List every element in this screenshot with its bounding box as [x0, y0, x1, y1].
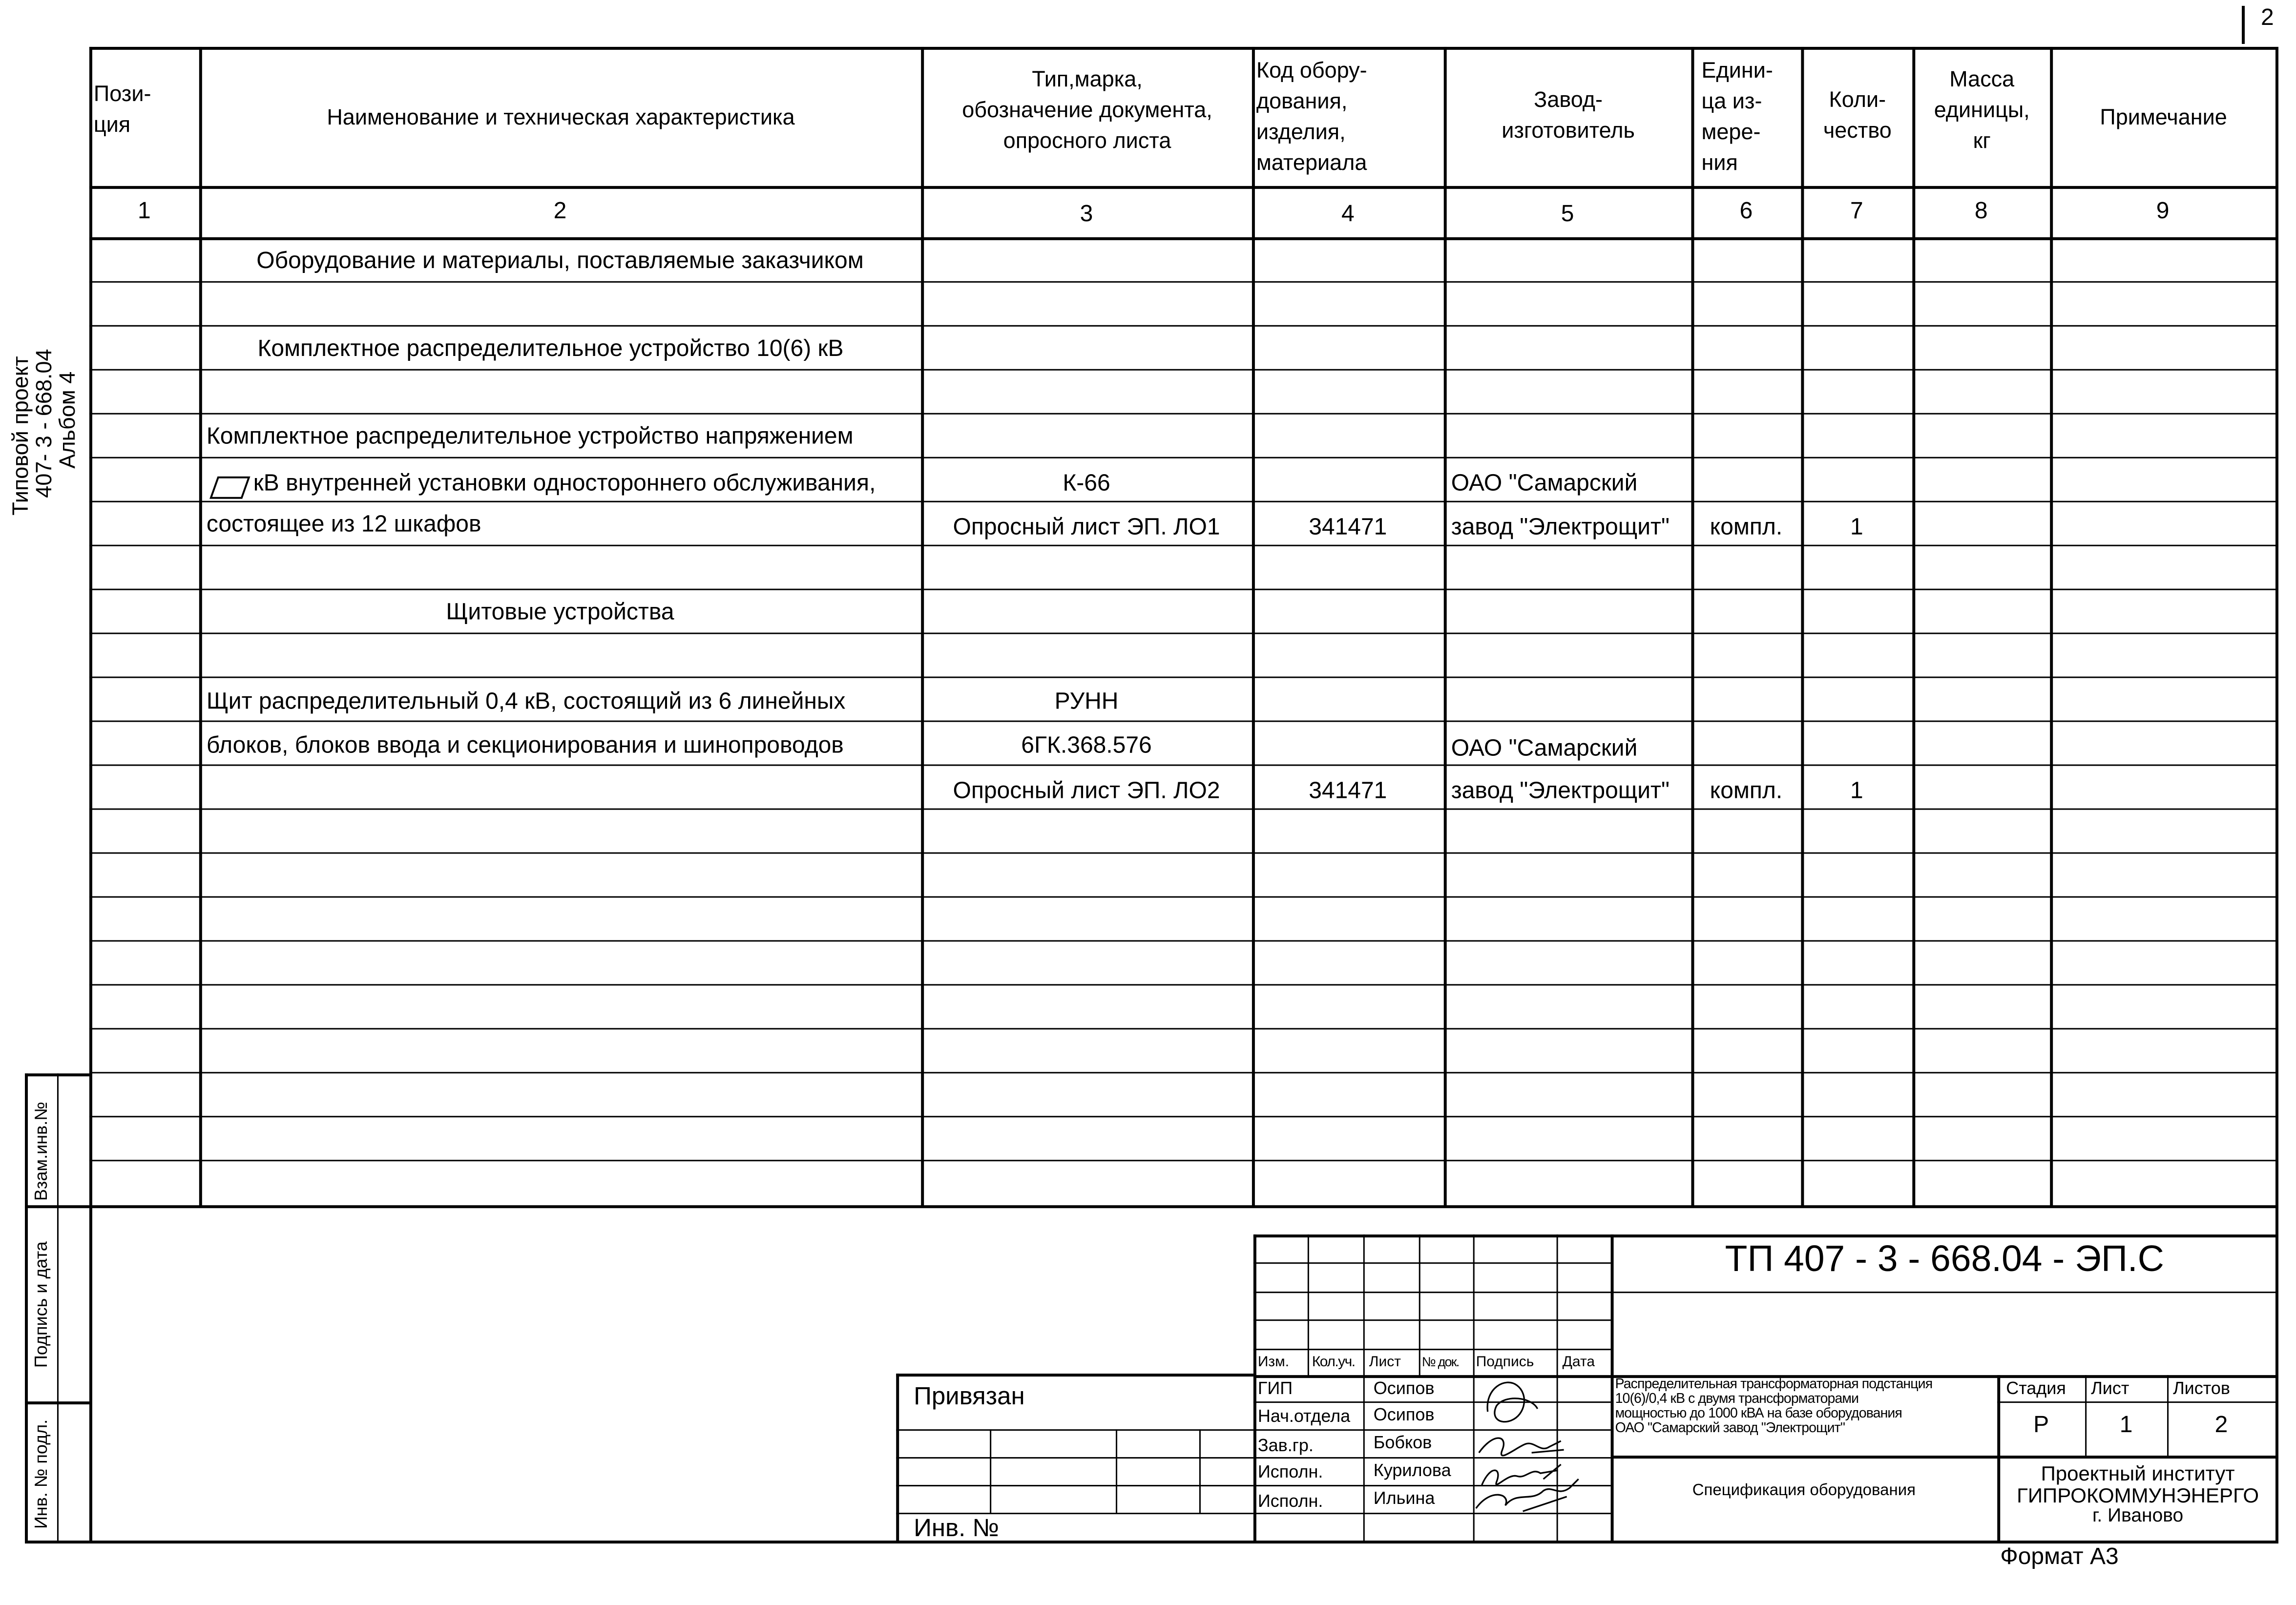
stamp-strip-mid	[57, 1073, 59, 1541]
row-line	[89, 589, 2278, 590]
row-line	[89, 1160, 2278, 1161]
rev-header-list: Лист	[1369, 1355, 1401, 1371]
rev-header-date: Дата	[1562, 1355, 1595, 1371]
stage-value: Р	[2033, 1413, 2049, 1438]
stamp-strip-sep1	[25, 1205, 89, 1208]
header-pos: Пози- ция	[93, 82, 151, 138]
table-cell-maker: завод "Электрощит"	[1451, 515, 1670, 541]
table-cell-qty: 1	[1850, 779, 1863, 804]
colnum-1: 1	[138, 199, 151, 224]
header-note: Примечание	[2100, 105, 2227, 130]
staff-role: ГИП	[1257, 1378, 1293, 1399]
row-line	[89, 413, 2278, 415]
row-line	[89, 1028, 2278, 1029]
row-line	[89, 281, 2278, 283]
frame-top	[89, 47, 2278, 50]
row-line	[89, 984, 2278, 985]
privyazan-col	[990, 1429, 991, 1513]
rev-row-line	[1253, 1319, 1611, 1321]
staff-role: Зав.гр.	[1257, 1435, 1314, 1456]
table-cell-type: 6ГК.368.576	[1021, 733, 1152, 759]
row-line	[89, 940, 2278, 941]
signatures-image	[1473, 1362, 1605, 1516]
privyazan-col	[1199, 1429, 1201, 1513]
designation-bottom-line	[1611, 1292, 2278, 1293]
row-line	[89, 852, 2278, 854]
rev-col-line	[1308, 1234, 1309, 1376]
header-mass: Масса единицы, кг	[1934, 67, 2030, 154]
table-cell-type: Опросный лист ЭП. ЛО2	[953, 779, 1220, 804]
format-label: Формат А3	[2000, 1545, 2119, 1570]
row-line	[89, 545, 2278, 546]
colnum-6: 6	[1739, 199, 1753, 224]
table-cell-unit: компл.	[1710, 515, 1783, 541]
sheet-label: Лист	[2091, 1378, 2129, 1399]
sheets-label: Листов	[2173, 1378, 2231, 1399]
sheets-value: 2	[2214, 1413, 2228, 1438]
table-cell-name: Щит распределительный 0,4 кВ, состоящий из 6 линейных	[206, 689, 846, 715]
row-line	[89, 457, 2278, 459]
header-type: Тип,марка, обозначение документа, опросного листа	[962, 67, 1212, 154]
colnum-5: 5	[1561, 202, 1574, 227]
titleblock-left	[1253, 1234, 1256, 1542]
staff-name: Бобков	[1373, 1432, 1432, 1453]
blank-field-icon	[209, 475, 250, 501]
rev-row-line	[1253, 1292, 1611, 1293]
titleblock-top	[1253, 1234, 2278, 1237]
header-qty: Коли- чество	[1823, 87, 1892, 144]
stamp-strip-bottom	[25, 1541, 89, 1543]
page-number-divider	[2242, 6, 2245, 44]
row-line	[89, 325, 2278, 327]
frame-right	[2275, 47, 2278, 1541]
privyazan-label: Привязан	[914, 1382, 1025, 1411]
table-cell-maker: завод "Электрощит"	[1451, 779, 1670, 804]
privyazan-top	[896, 1374, 1253, 1376]
row-line	[89, 809, 2278, 810]
rev-row-line	[1253, 1349, 1611, 1350]
row-line	[89, 369, 2278, 371]
table-cell-code: 341471	[1309, 779, 1387, 804]
table-cell-name: состоящее из 12 шкафов	[206, 512, 481, 538]
row-line	[89, 1072, 2278, 1073]
colnum-8: 8	[1974, 199, 1988, 224]
section-title-switchboards: Щитовые устройства	[446, 600, 674, 625]
colnum-2: 2	[553, 199, 567, 224]
colnum-4: 4	[1341, 202, 1355, 227]
project-number: 407- 3 - 668.04	[32, 349, 57, 498]
table-cell-name: Комплектное распределительное устройство напряжением	[206, 424, 854, 450]
inv-no-label: Инв. №	[914, 1514, 1000, 1542]
page-number: 2	[2260, 5, 2274, 31]
colnum-9: 9	[2156, 199, 2170, 224]
table-cell-name: кВ внутренней установки одностороннего обслуживания,	[253, 471, 876, 497]
section-title-kru: Комплектное распределительное устройство 10(6) кВ	[257, 336, 844, 362]
vzam-inv-label: Взам.инв.№	[30, 1102, 51, 1201]
podpis-data-label: Подпись и дата	[30, 1241, 51, 1368]
table-cell-maker: ОАО "Самарский	[1451, 736, 1638, 762]
document-designation: ТП 407 - 3 - 668.04 - ЭП.С	[1725, 1239, 2164, 1280]
table-cell-code: 341471	[1309, 515, 1387, 541]
table-cell-name: блоков, блоков ввода и секционирования и шинопроводов	[206, 733, 844, 759]
table-cell-type: РУНН	[1054, 689, 1119, 715]
staff-role: Нач.отдела	[1257, 1406, 1351, 1427]
document-title: Спецификация оборудования	[1692, 1482, 1916, 1500]
frame-bottom	[89, 1541, 2278, 1543]
table-cell-qty: 1	[1850, 515, 1863, 541]
header-name: Наименование и техническая характеристика	[327, 105, 795, 130]
stage-label: Стадия	[2006, 1378, 2066, 1399]
table-bottom-line	[89, 1205, 2278, 1208]
row-line	[89, 1116, 2278, 1117]
header-maker: Завод- изготовитель	[1502, 87, 1635, 144]
header-unit: Едини- ца из- мере- ния	[1701, 58, 1773, 176]
table-cell-type: Опросный лист ЭП. ЛО1	[953, 515, 1220, 541]
row-line	[89, 501, 2278, 502]
stage-header-line	[1997, 1401, 2278, 1403]
row-line	[89, 765, 2278, 766]
staff-name: Ильина	[1373, 1488, 1435, 1509]
colnum-7: 7	[1850, 199, 1863, 224]
project-label: Типовой проект	[8, 356, 34, 516]
organization: Проектный институт ГИПРОКОММУНЭНЕРГО г. Иваново	[2017, 1461, 2259, 1526]
object-title: Распределительная трансформаторная подстанция 10(6)/0,4 кВ с двумя трансформаторами мощностью до 1000 кВА на базе оборудования ОАО "Самарский завод "Электрощит"	[1615, 1376, 1933, 1437]
row-line	[89, 677, 2278, 678]
rev-header-doc: № док.	[1421, 1355, 1459, 1370]
colnum-bottom-line	[89, 237, 2278, 240]
sheet-value: 1	[2119, 1413, 2133, 1438]
staff-role: Исполн.	[1257, 1461, 1323, 1482]
inv-podl-label: Инв. № подл.	[30, 1419, 51, 1529]
stamp-strip-top	[25, 1073, 89, 1076]
rev-col-line	[1419, 1234, 1420, 1376]
row-line	[89, 721, 2278, 722]
rev-header-sign: Подпись	[1476, 1355, 1534, 1371]
staff-role: Исполн.	[1257, 1491, 1323, 1512]
stamp-strip-left	[25, 1073, 28, 1541]
staff-name: Осипов	[1373, 1378, 1435, 1399]
stage-bottom-line	[1611, 1456, 2278, 1459]
frame-left	[89, 47, 92, 1541]
rev-col-line	[1363, 1234, 1365, 1542]
table-cell-unit: компл.	[1710, 779, 1783, 804]
table-cell-maker: ОАО "Самарский	[1451, 471, 1638, 497]
rev-row-line	[1253, 1262, 1611, 1264]
stamp-strip-sep2	[25, 1401, 89, 1404]
section-title-customer: Оборудование и материалы, поставляемые заказчиком	[256, 249, 864, 274]
table-cell-type: К-66	[1063, 471, 1110, 497]
colnum-3: 3	[1080, 202, 1093, 227]
rev-header-izm: Изм.	[1257, 1355, 1290, 1371]
rev-header-kol: Кол.уч.	[1312, 1355, 1355, 1371]
row-line	[89, 633, 2278, 634]
header-code: Код обору- дования, изделия, материала	[1256, 58, 1367, 176]
staff-name: Курилова	[1373, 1460, 1451, 1481]
header-bottom-line	[89, 186, 2278, 189]
album-label: Альбом 4	[55, 371, 81, 469]
row-line	[89, 896, 2278, 897]
privyazan-col	[1116, 1429, 1117, 1513]
staff-name: Осипов	[1373, 1404, 1435, 1425]
